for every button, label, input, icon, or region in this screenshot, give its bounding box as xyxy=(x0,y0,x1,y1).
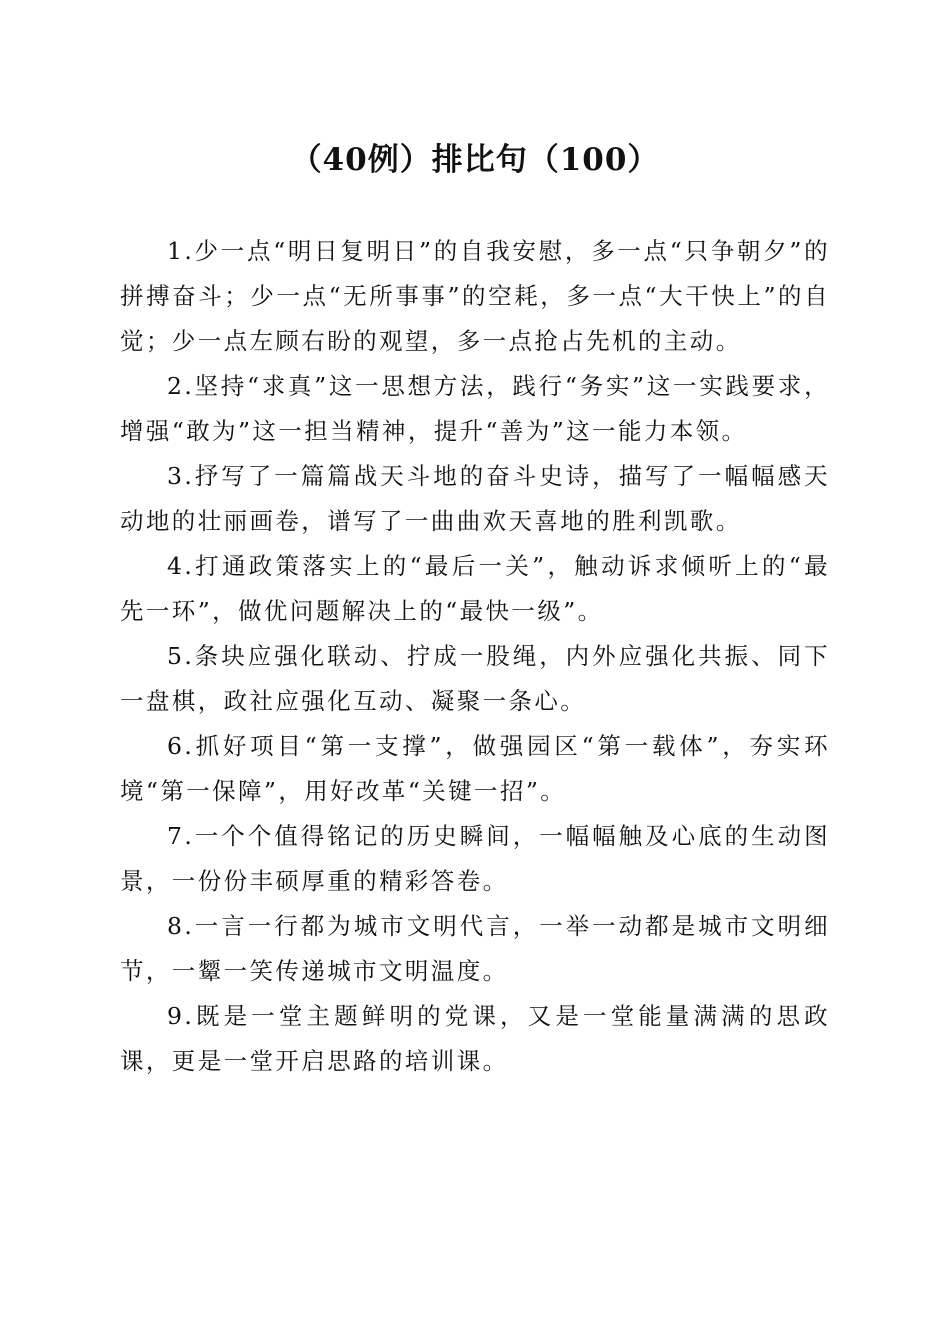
paragraph-8: 8.一言一行都为城市文明代言，一举一动都是城市文明细节，一颦一笑传递城市文明温度。 xyxy=(120,912,830,985)
paragraph-9: 9.既是一堂主题鲜明的党课，又是一堂能量满满的思政课，更是一堂开启思路的培训课。 xyxy=(120,1002,830,1075)
page-title: （40例）排比句（100） xyxy=(290,142,660,178)
paragraph-6: 6.抓好项目“第一支撑”，做强园区“第一载体”，夯实环境“第一保障”，用好改革“关键一招”。 xyxy=(120,732,830,805)
paragraph-7: 7.一个个值得铭记的历史瞬间，一幅幅触及心底的生动图景，一份份丰硕厚重的精彩答卷。 xyxy=(120,822,830,895)
paragraph-4: 4.打通政策落实上的“最后一关”，触动诉求倾听上的“最先一环”，做优问题解决上的“最快一级”。 xyxy=(120,552,830,625)
paragraph-2: 2.坚持“求真”这一思想方法，践行“务实”这一实践要求，增强“敢为”这一担当精神，提升“善为”这一能力本领。 xyxy=(120,372,830,445)
paragraph-5: 5.条块应强化联动、拧成一股绳，内外应强化共振、同下一盘棋，政社应强化互动、凝聚一条心。 xyxy=(120,642,830,715)
document-body xyxy=(120,229,830,1084)
paragraph-3: 3.抒写了一篇篇战天斗地的奋斗史诗，描写了一幅幅感天动地的壮丽画卷，谱写了一曲曲欢天喜地的胜利凯歌。 xyxy=(120,462,830,535)
paragraph-1: 1.少一点“明日复明日”的自我安慰，多一点“只争朝夕”的拼搏奋斗；少一点“无所事事”的空耗，多一点“大干快上”的自觉；少一点左顾右盼的观望，多一点抢占先机的主动。 xyxy=(120,237,830,355)
